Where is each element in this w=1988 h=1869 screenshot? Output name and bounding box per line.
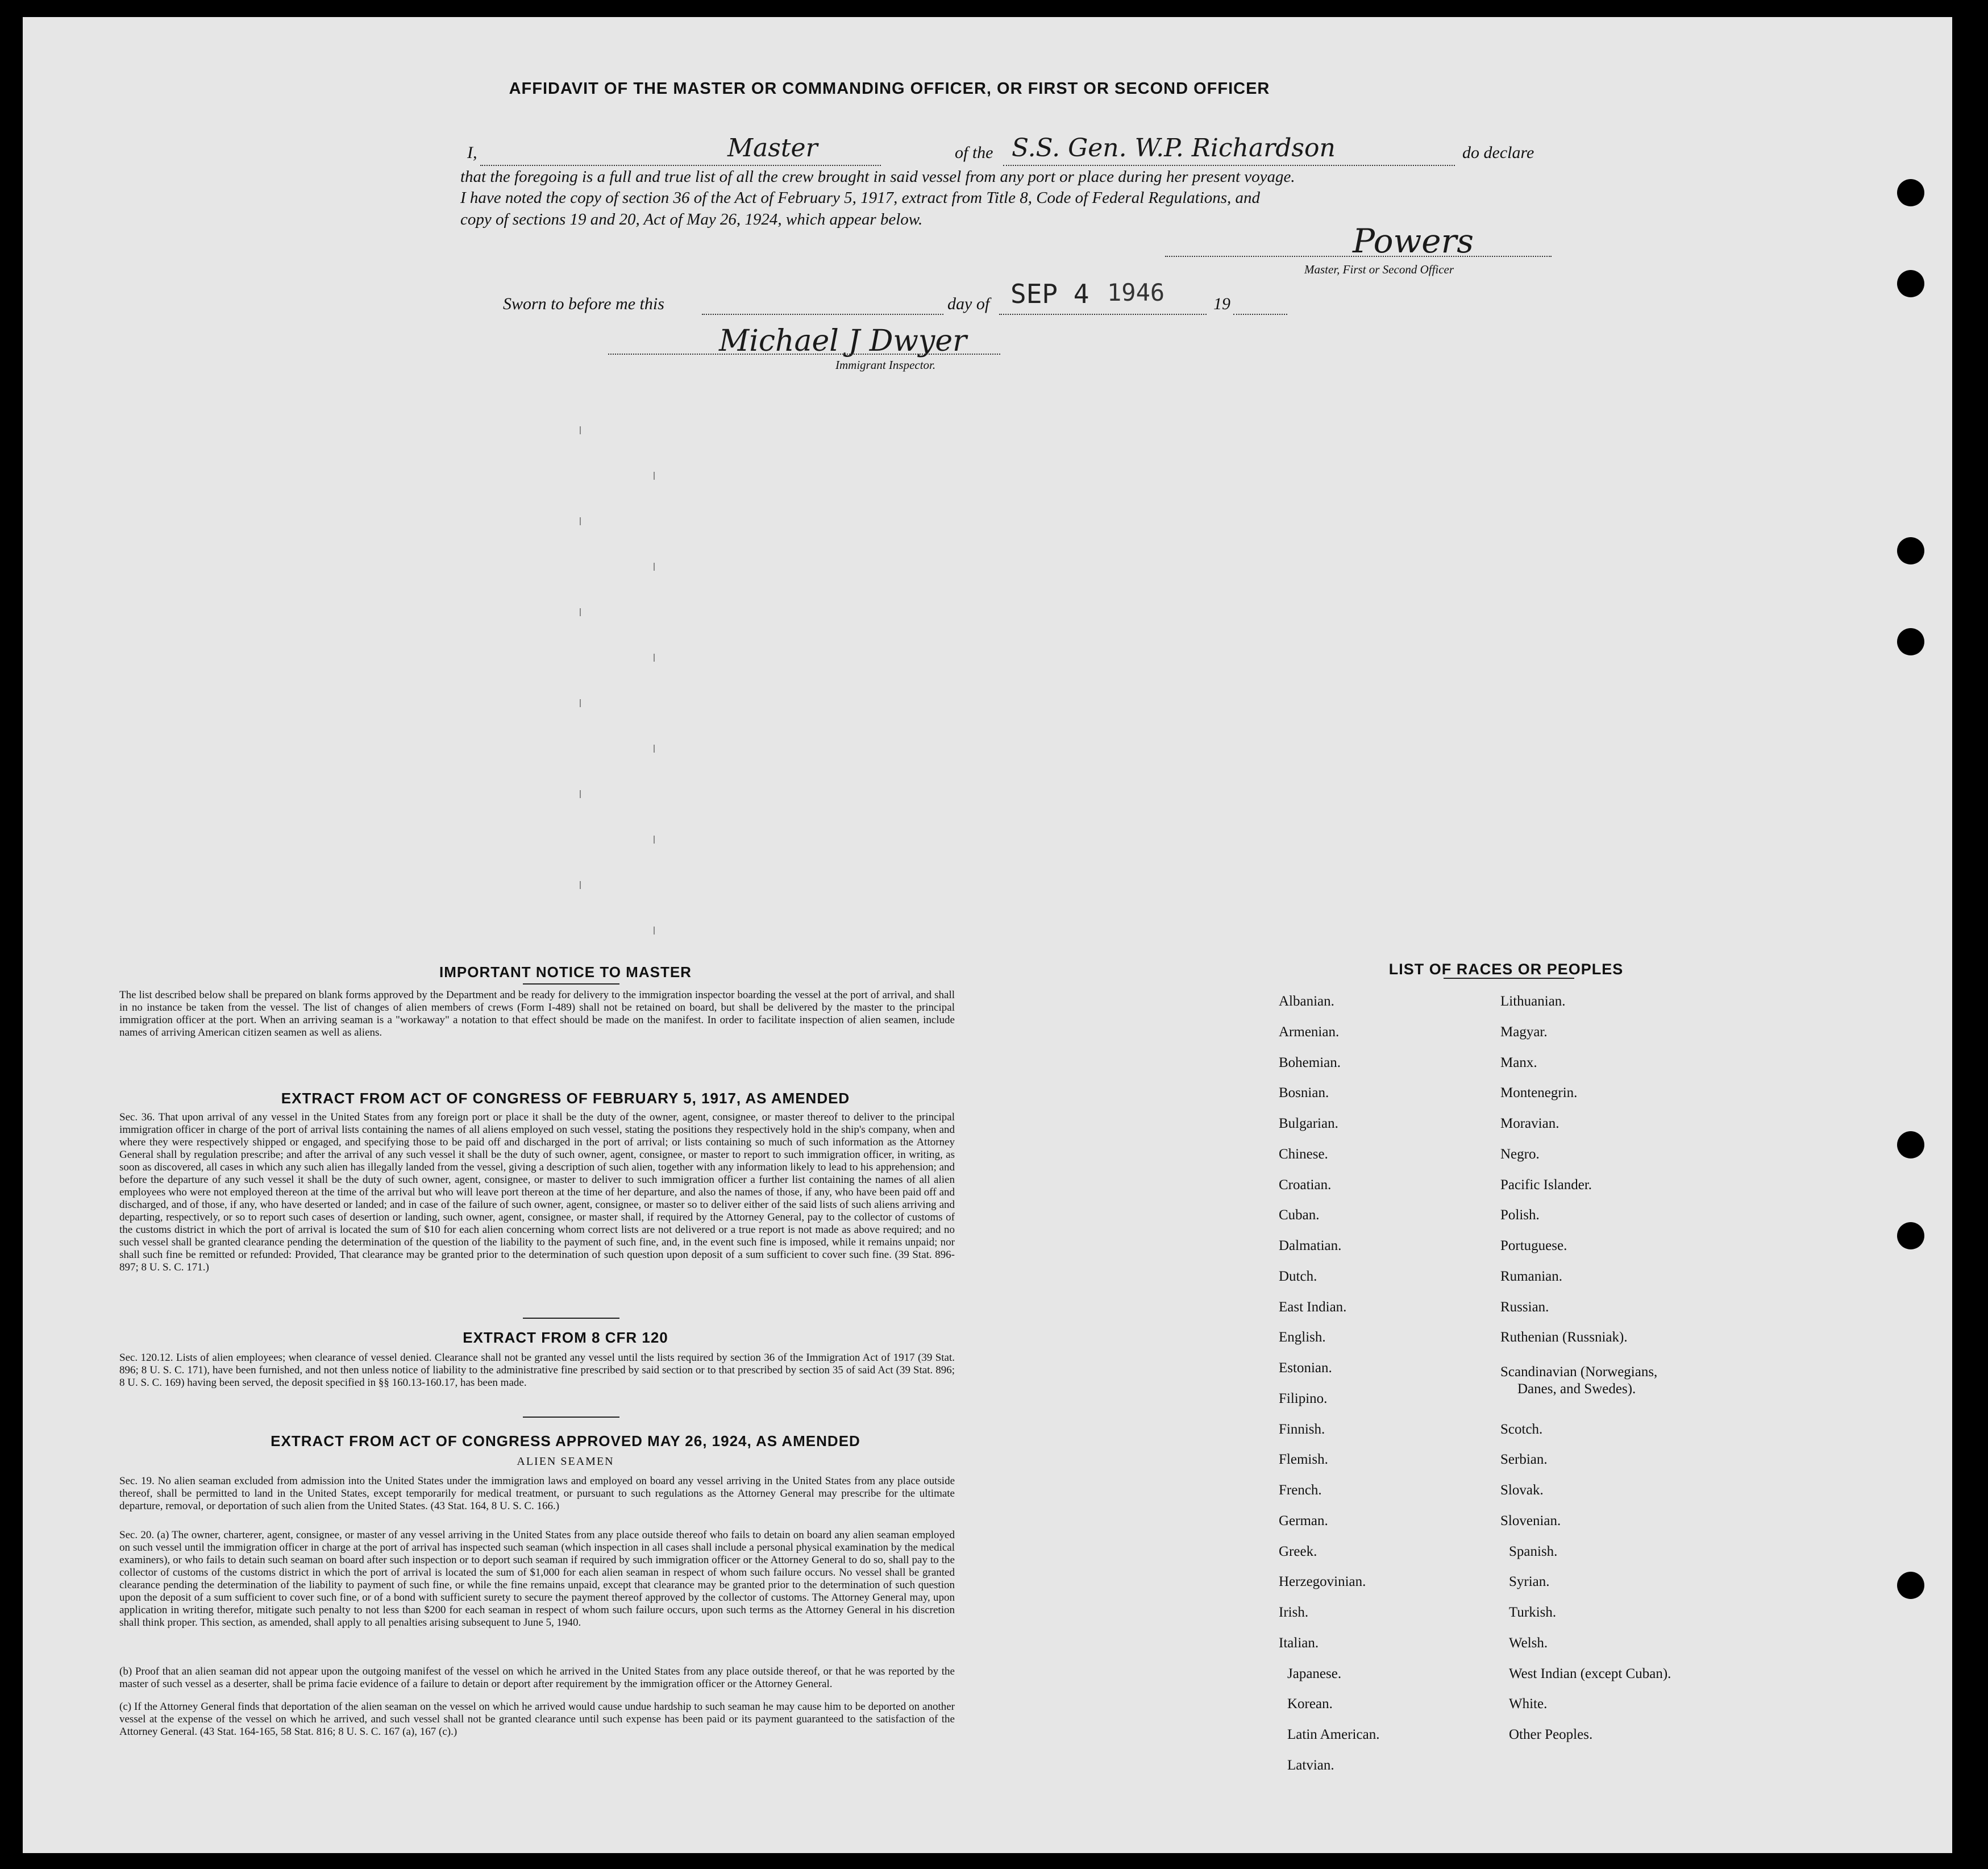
rule-1924-top [523,1417,619,1418]
race-left: German. [1279,1513,1328,1529]
race-right: Rumanian. [1500,1269,1563,1284]
extract-1924-sec20c: (c) If the Attorney General finds that deportation of the alien seaman on the vessel on which he arrived would cause undue hardship to such seaman he may cause him to be deported on another vessel at the expense of the vessel on which he arrived, and such vessel shall not be granted clearance until such expense has been paid or its payment guaranteed to the satisfaction of the Attorney General. (43 Stat. 164-165, 58 Stat. 816; 8 U. S. C. 167 (a), 167 (c).) [119,1701,955,1738]
race-left: Flemish. [1279,1452,1328,1467]
extract-1924-sec20a: Sec. 20. (a) The owner, charterer, agent, consignee, or master of any vessel arriving in the United States from any place outside thereof who fails to detain on board any alien seaman employed on such vessel until the immigration officer in charge at the port of arrival has inspected such seaman (which inspection in all cases shall include a personal physical examination by the medical examiners), or who fails to detain such seaman on board after such inspection or to deport such seaman if required by such immigration officer or the Attorney General to do so, shall pay to the collector of customs of the customs district in which the port of arrival is located the sum of $1,000 for each alien seaman in respect of whom such failure occurs. No vessel shall be granted clearance pending the determination of the liability to payment of such fine, or while the fine remains unpaid, except that clearance may be granted prior to the determination of such question upon the deposit of a sum sufficient to cover such fine, or of a bond with sufficient surety to secure the payment thereof approved by the collector of customs. The Attorney General may, upon application in writing therefor, mitigate such penalty to not less than $200 for each seaman in respect of whom such failure occurs, upon such terms as the Attorney General in his discretion shall think proper. This section, as amended, shall apply to all penalties arising subsequent to June 5, 1940. [119,1529,955,1629]
race-right: Montenegrin. [1500,1085,1578,1100]
race-right: Other Peoples. [1509,1727,1593,1742]
extract-cfr-title: EXTRACT FROM 8 CFR 120 [463,1329,668,1346]
master-caption: Master, First or Second Officer [1304,263,1454,276]
affidavit-line1-i: I, [467,143,477,162]
inspector-caption: Immigrant Inspector. [835,358,936,372]
race-left: Latvian. [1287,1758,1334,1773]
race-left: Finnish. [1279,1422,1325,1437]
bleed-mark [580,881,581,889]
year-field [1233,299,1287,315]
bleed-mark [654,472,655,480]
bleed-mark [580,608,581,616]
race-left: Greek. [1279,1544,1317,1559]
races-rule [1444,978,1574,979]
bleed-mark [580,517,581,525]
race-left: Armenian. [1279,1024,1340,1040]
rule-cfr-top [523,1318,619,1319]
race-left: Dutch. [1279,1269,1317,1284]
document-page [23,17,1952,1853]
date-stamp-month: SEP 4 [1010,279,1089,309]
race-left: Bohemian. [1279,1055,1341,1070]
extract-cfr-body: Sec. 120.12. Lists of alien employees; when clearance of vessel denied. Clearance shall not be granted any vessel until the lists required by section 36 of the Immigration Act of 1917 (39 Stat. 896; 8 U. S. C. 171), have been furnished, and not then unless notice of liability to the administrative fine prescribed by said section or to that prescribed by section 35 of said Act (39 Stat. 896; 8 U. S. C. 169) having been served, the deposit specified in §§ 160.13-160.17, has been made. [119,1352,955,1389]
race-left: English. [1279,1330,1326,1345]
race-right: Serbian. [1500,1452,1548,1467]
extract-1924-title: EXTRACT FROM ACT OF CONGRESS APPROVED MAY 26, 1924, AS AMENDED [271,1432,860,1449]
notice-body: The list described below shall be prepared on blank forms approved by the Department and be ready for delivery to the immigration inspector boarding the vessel at the port of arrival, and shall in no instance be taken from the vessel. The list of changes of alien members of crews (Form I-489) shall not be retained on board, but shall be delivered by the master to the principal immigration officer at the port. When an arriving seaman is a "workaway" a notation to that effect should be made on the manifest. In order to facilitate inspection of alien seamen, include names of arriving American citizen seamen as well as aliens. [119,989,955,1039]
master-signature-line [1165,244,1552,257]
affidavit-line3: I have noted the copy of section 36 of the Act of February 5, 1917, extract from Title 8, Code of Federal Regulations, and [460,189,1261,207]
extract-1924-sec20b: (b) Proof that an alien seaman did not appear upon the outgoing manifest of the vessel on which he arrived in the United States from any place outside thereof, or that he was reported by the master of such vessel as a deserter, shall be prima facie evidence of a failure to detain or deport after requirement by the immigration officer or the Attorney General. [119,1666,955,1690]
race-right: Portuguese. [1500,1238,1567,1253]
race-right: West Indian (except Cuban). [1509,1666,1671,1681]
extract-1917-body: Sec. 36. That upon arrival of any vessel in the United States from any foreign port or place it shall be the duty of the owner, agent, consignee, or master thereof to deliver to the principal immigration officer in charge of the port of arrival lists containing the names of all aliens employed on such vessel, stating the positions they respectively hold in the ship's company, when and where they were respectively shipped or engaged, and specifying those to be paid off and discharged in the port of arrival; or lists containing so much of such information as the Attorney General shall by regulation prescribe; and after the arrival of any such vessel it shall be the duty of such owner, agent, consignee, or master to report to such immigration officer, in writing, as soon as discovered, all cases in which any such alien has illegally landed from the vessel, giving a description of such alien, together with any information likely to lead to his apprehension; and before the departure of any such vessel it shall be the duty of such owner, agent, consignee, or master to deliver to such immigration officer a further list containing the names of all alien employees who were not employed thereon at the time of the arrival but who will leave port thereon at the time of her departure, and also the names of those, if any, who have been paid off and discharged, and of those, if any, who have deserted or landed; and in case of the failure of such owner, agent, consignee, or master so to deliver either of the said lists of such aliens arriving and departing, respectively, or so to report such cases of desertion or landing, such owner, agent, consignee, or master shall, if required by the Attorney General, pay to the collector of customs of the customs district in which the port of arrival is located the sum of $10 for each alien concerning whom correct lists are not delivered or a true report is not made as above required; and no such vessel shall be granted clearance pending the determination of the question of the liability to the payment of such fine, and, in the event such fine is imposed, while it remains unpaid; nor shall such fine be remitted or refunded: Provided, That clearance may be granted prior to the determination of such question upon deposit of a sum sufficient to cover such fine. (39 Stat. 896-897; 8 U. S. C. 171.) [119,1111,955,1273]
punch-hole [1897,1222,1924,1249]
sworn-label: Sworn to before me this [503,294,664,313]
bleed-mark [580,790,581,798]
race-right: Polish. [1500,1207,1540,1223]
race-right: Ruthenian (Russniak). [1500,1330,1628,1345]
punch-hole [1897,1572,1924,1599]
extract-1924-subtitle: ALIEN SEAMEN [517,1455,614,1468]
race-right: Russian. [1500,1299,1549,1315]
race-left: Bosnian. [1279,1085,1329,1100]
race-right: Slovenian. [1500,1513,1561,1529]
race-right: Turkish. [1509,1605,1557,1620]
bleed-mark [580,699,581,707]
race-right: Welsh. [1509,1635,1548,1651]
punch-hole [1897,179,1924,206]
races-title: LIST OF RACES OR PEOPLES [1388,961,1624,978]
race-left: Albanian. [1279,994,1334,1009]
race-right: Moravian. [1500,1116,1559,1131]
race-right: Manx. [1500,1055,1537,1070]
affidavit-line2: that the foregoing is a full and true list of all the crew brought in said vessel from any port or place during her present voyage. [460,168,1295,186]
bleed-mark [654,563,655,571]
punch-hole [1897,270,1924,297]
affidavit-line4: copy of sections 19 and 20, Act of May 26, 1924, which appear below. [460,210,923,229]
year-prefix: 19 [1213,294,1230,313]
race-left: Italian. [1279,1635,1319,1651]
bleed-mark [654,836,655,844]
race-right: Scandinavian (Norwegians, [1500,1364,1658,1380]
bleed-mark [654,927,655,935]
day-of-label: day of [947,294,990,313]
race-left: Filipino. [1279,1391,1328,1406]
affidavit-of-the: of the [955,143,993,162]
race-right: Danes, and Swedes). [1517,1381,1636,1397]
extract-1917-title: EXTRACT FROM ACT OF CONGRESS OF FEBRUARY 5, 1917, AS AMENDED [281,1090,850,1107]
race-left: Bulgarian. [1279,1116,1338,1131]
race-left: Chinese. [1279,1147,1328,1162]
race-left: Dalmatian. [1279,1238,1342,1253]
notice-rule [523,983,619,985]
race-left: Estonian. [1279,1360,1332,1376]
bleed-mark [654,654,655,662]
affidavit-do-declare: do declare [1462,143,1534,162]
punch-hole [1897,1131,1924,1158]
inspector-signature-line [608,341,1000,355]
race-left: French. [1279,1482,1322,1498]
race-left: Japanese. [1287,1666,1342,1681]
race-left: Latin American. [1287,1727,1380,1742]
master-signature: Powers [1353,222,1474,260]
notice-title: IMPORTANT NOTICE TO MASTER [439,963,692,981]
extract-1924-sec19: Sec. 19. No alien seaman excluded from admission into the United States under the immigration laws and employed on board any vessel arriving in the United States from any place outside thereof, shall be permitted to land in the United States, except temporarily for medical treatment, or pursuant to such regulations as the Attorney General may prescribe for the ultimate departure, removal, or deportation of such alien from the United States. (43 Stat. 164, 8 U. S. C. 166.) [119,1475,955,1512]
race-left: Croatian. [1279,1177,1332,1193]
inspector-signature: Michael J Dwyer [719,324,967,358]
race-right: Scotch. [1500,1422,1543,1437]
race-left: Herzegovinian. [1279,1574,1366,1589]
race-right: Slovak. [1500,1482,1544,1498]
race-left: Korean. [1287,1696,1333,1712]
race-right: White. [1509,1696,1548,1712]
sworn-day-field [702,299,943,315]
race-left: Irish. [1279,1605,1309,1620]
rank-handwriting: Master [727,134,818,163]
race-right: Negro. [1500,1147,1540,1162]
affidavit-title: AFFIDAVIT OF THE MASTER OR COMMANDING OFFICER, OR FIRST OR SECOND OFFICER [509,80,1270,98]
punch-hole [1897,537,1924,564]
race-left: East Indian. [1279,1299,1347,1315]
race-right: Lithuanian. [1500,994,1566,1009]
rank-field [480,149,881,166]
punch-hole [1897,628,1924,655]
race-right: Pacific Islander. [1500,1177,1592,1193]
date-stamp-year: 1946 [1107,279,1165,306]
race-right: Magyar. [1500,1024,1548,1040]
race-right: Spanish. [1509,1544,1558,1559]
race-right: Syrian. [1509,1574,1550,1589]
bleed-mark [654,745,655,753]
vessel-handwriting: S.S. Gen. W.P. Richardson [1012,134,1336,163]
race-left: Cuban. [1279,1207,1320,1223]
bleed-mark [580,426,581,434]
